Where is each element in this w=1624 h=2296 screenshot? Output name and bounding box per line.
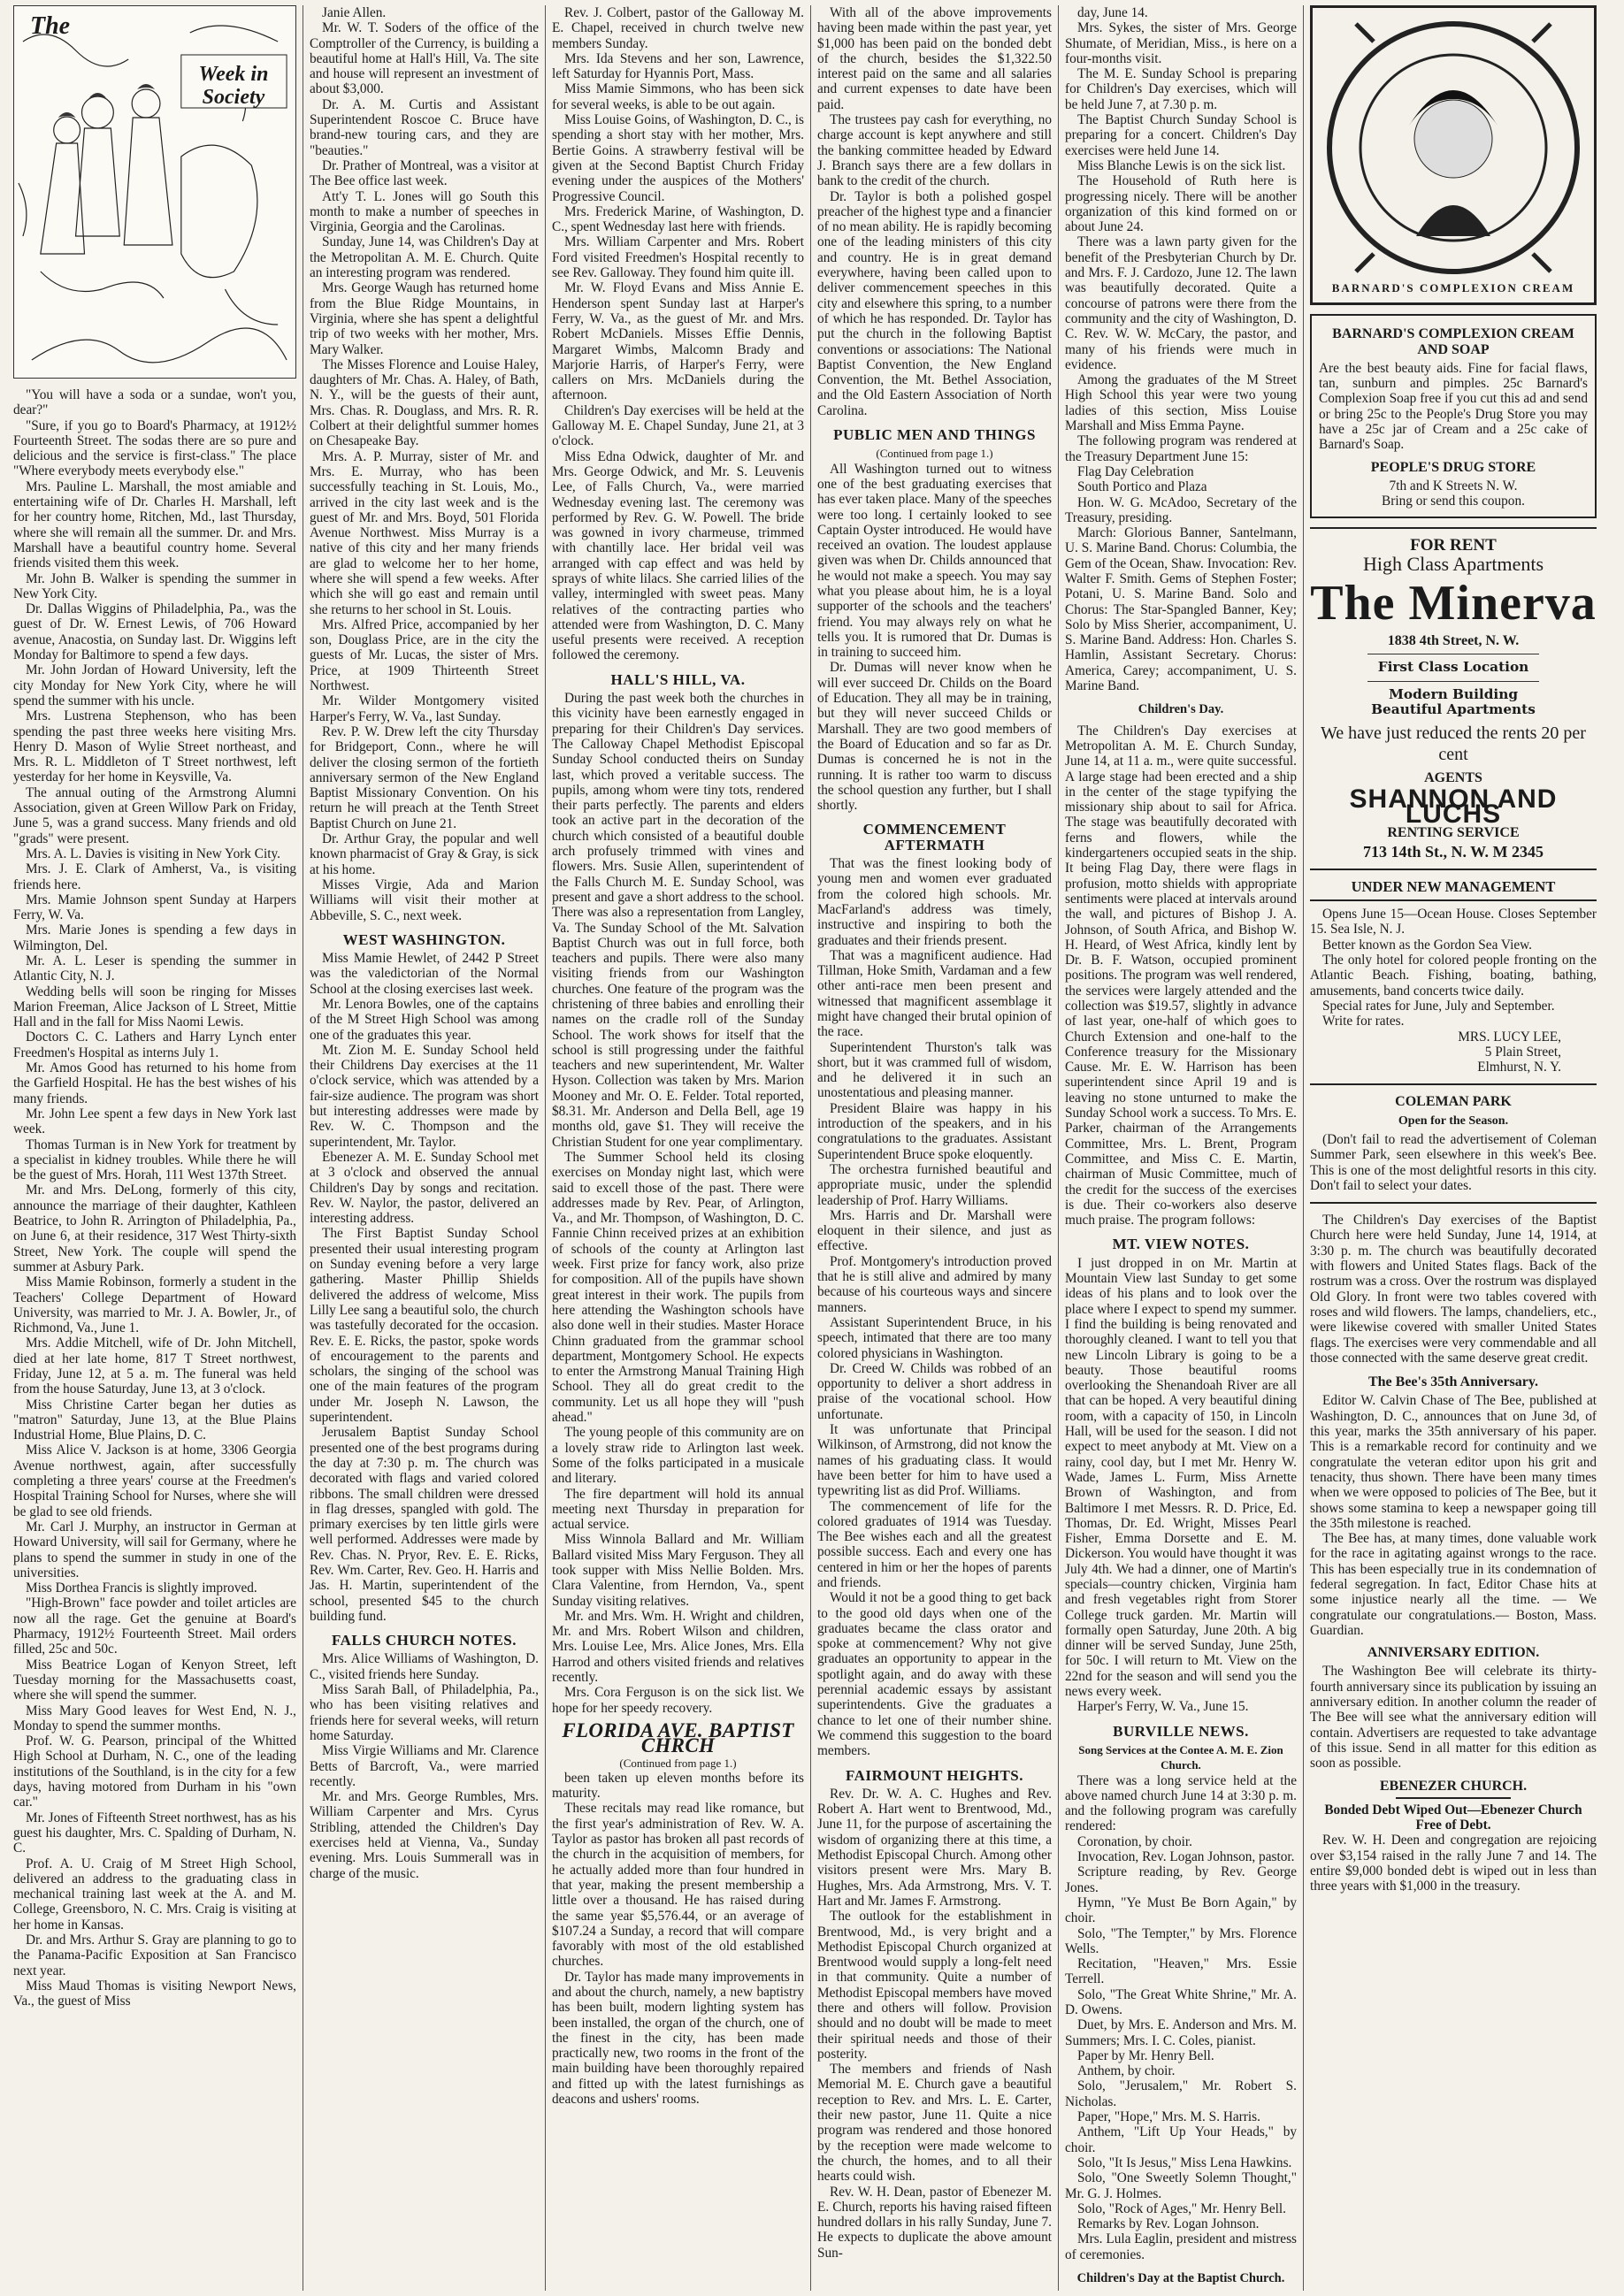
bee-anniversary-body-2: The Bee has, at many times, done valuable work for the race in agitating against wrongs to the race. This has been especially true in its condemnation of federal segregation. In fact, Editor Chase hits at some injustice nearly all the time. — We congratulate our congratulations.— Boston, Mass. Guardian.: [1310, 1531, 1597, 1638]
article-paragraph: The Children's Day exercises at Metropolitan A. M. E. Church Sunday, June 14, at 11 a. m., were quite successful. A large stage had been erected and a ship in the center of the stage typifying the missionary ship about to sail for Africa. The stage was beautifully decorated with ferns and flowers, while the kindergarteners occupied seats in the ship. It being Flag Day, there were flags in profusion, motto shields with appropriate sentiments were placed at intervals around the wall, and pictures of Bishop J. A. Johnson, of South Africa, and Bishop W. H. Heard, of West Africa, kindly lent by Dr. B. F. Watson, occupied prominent positions. The program was well rendered, the services were largely attended and the collection was $19.57, slightly in advance of last year, one-half of which goes to Church Extension and one-half to the Conference treasury for the Missionary Cause. Mr. E. W. Harrison has been superintendent since April 19 and is leaving no stone unturned to make the Sunday School work a success. To Mrs. E. Parker, chairman of the Arrangements Committee, Mrs. L. Brent, Program Committee, and Miss C. E. Martin, chairman of Music Committee, much of the credit for the success of the exercises is due. Their co-workers also deserve much praise. The program follows:: [1065, 723, 1297, 1228]
section-heading: Children's Day at the Baptist Church.: [1076, 2271, 1285, 2286]
article-paragraph: The M. E. Sunday School is preparing for Children's Day exercises, which will be held June 7, at 7.30 p. m.: [1065, 66, 1297, 112]
article-paragraph: Flag Day Celebration: [1077, 463, 1194, 479]
article-paragraph: Mrs. William Carpenter and Mrs. Robert Ford visited Freedmen's Hospital recently to see Rev. Galloway. They found him quite ill.: [552, 234, 804, 281]
article-paragraph: Mt. Zion M. E. Sunday School held their Childrens Day exercises at the 11 o'clock service, which was attended by a fair-size audience. The program was short but interesting addresses were made by Rev. W. C. Thompson and the superintendent, Mr. Taylor.: [310, 1042, 539, 1150]
section-heading: FALLS CHURCH NOTES.: [332, 1632, 517, 1649]
article-paragraph: Mrs. J. E. Clark of Amherst, Va., is visiting friends here.: [13, 861, 296, 892]
article-paragraph: Miss Edna Odwick, daughter of Mr. and Mrs. George Odwick, and Mr. S. Leuvenis Lee, of Falls Church, Va., were married Wednesday evening last. The ceremony was performed by Rev. G. W. Powell. The bride was gowned in ivory charmeuse, trimmed with chantilly lace. Her bridal veil was arranged with cap effect and was held by sprays of white lilacs. She carried lilies of the valley, intermingled with sweet peas. Many relatives of the contracting parties who attended were from Washington, D. C. Many useful presents were received. A reception followed the ceremony.: [552, 448, 804, 663]
article-paragraph: Mr. John B. Walker is spending the summer in New York City.: [13, 570, 296, 601]
article-paragraph: The Misses Florence and Louise Haley, daughters of Mr. Chas. A. Haley, of Bath, N. Y., will be the guests of their aunt, Mrs. Chas. R. Douglass, and Mrs. R. R. Colbert at their delightful summer homes on Chesapeake Bay.: [310, 356, 539, 449]
article-paragraph: Mrs. Cora Ferguson is on the sick list. We hope for her speedy recovery.: [552, 1685, 804, 1716]
rent-reduced: We have just reduced the rents 20 per cent: [1321, 723, 1586, 765]
article-paragraph: Recitation, "Heaven," Mrs. Essie Terrell.: [1065, 1956, 1297, 1987]
article-paragraph: Miss Winnola Ballard and Mr. William Ballard visited Miss Mary Ferguson. They all took supper with Miss Nellie Bolden. Mrs. Clara Valentine, from Herndon, Va., spent Sunday visiting relatives.: [552, 1532, 804, 1609]
article-paragraph: Miss Mary Good leaves for West End, N. J., Monday to spend the summer months.: [13, 1703, 296, 1733]
gordon-sea-view: Better known as the Gordon Sea View.: [1322, 937, 1532, 953]
section-subheading: Song Services at the Contee A. M. E. Zion Church.: [1078, 1742, 1283, 1772]
article-paragraph: Rev. P. W. Drew left the city Thursday for Bridgeport, Conn., where he will deliver the closing sermon of the fortieth anniversary sermon of the New England Baptist Missionary Convention. On his return he will preach at the Tenth Street Baptist Church on June 21.: [310, 723, 539, 831]
article-paragraph: Miss Dorthea Francis is slightly improved.: [26, 1580, 257, 1596]
article-paragraph: Mr. W. T. Soders of the office of the Comptroller of the Currency, is building a beautiful home at Hall's Hill, Va. The site and house will represent an investment of about $3,000.: [310, 20, 539, 97]
article-paragraph: Miss Alice V. Jackson is at home, 3306 Georgia Avenue northwest, again, after successfully completing a three years' course at the Freedmen's Hospital Training School for Nurses, where she will be glad to see old friends.: [13, 1443, 296, 1519]
article-paragraph: Miss Virgie Williams and Mr. Clarence Betts of Barcroft, Va., were married recently.: [310, 1743, 539, 1789]
article-paragraph: Solo, "One Sweetly Solemn Thought," Mr. G. J. Holmes.: [1065, 2170, 1297, 2201]
article-paragraph: Doctors C. C. Lathers and Harry Lynch enter Freedmen's Hospital as interns July 1.: [13, 1029, 296, 1060]
section-heading: PUBLIC MEN AND THINGS: [833, 426, 1036, 444]
article-paragraph: Mrs. Ida Stevens and her son, Lawrence, left Saturday for Hyannis Port, Mass.: [552, 50, 804, 82]
article-paragraph: The following program was rendered at the Treasury Department June 15:: [1065, 433, 1297, 464]
ebenezer-body: Rev. W. H. Deen and congregation are rejoicing over $3,154 raised in the rally June 7 and 14. The entire $9,000 bonded debt is wiped out in less than three years with $1,000 in the treasury.: [1310, 1833, 1597, 1894]
article-paragraph: The members and friends of Nash Memorial M. E. Church gave a beautiful reception to Rev. and Mrs. L. E. Carter, their new pastor, June 11. Quite a nice program was rendered and those honored by the reception were made welcome to the church, the homes, and to all their hearts could wish.: [817, 2062, 1052, 2185]
article-paragraph: The Baptist Church Sunday School is preparing for a concert. Children's Day exercises were held June 14.: [1065, 112, 1297, 158]
article-paragraph: The young people of this community are on a lovely straw ride to Arlington last week. Some of the folks participated in a musicale and literary.: [552, 1425, 804, 1487]
article-paragraph: Prof. W. G. Pearson, principal of the Whitted High School at Durham, N. C., one of the leading institutions of the Southland, is in the city for a few days, having motored from Durham in his "own car.": [13, 1733, 296, 1810]
article-paragraph: Thomas Turman is in New York for treatment by a specialist in kidney troubles. While there he will be the guest of Mrs. Horah, 111 West 137th Street.: [13, 1137, 296, 1183]
article-paragraph: Dr. A. M. Curtis and Assistant Superintendent Roscoe C. Bruce have brand-new touring cars, and they are "beauties.": [310, 96, 539, 158]
article-paragraph: Duet, by Mrs. E. Anderson and Mrs. M. Summers; Mrs. I. C. Coles, pianist.: [1065, 2017, 1297, 2048]
article-paragraph: Att'y T. L. Jones will go South this month to make a number of speeches in Virginia, Georgia and the Carolinas.: [310, 188, 539, 235]
society-engraving-icon: [14, 6, 295, 378]
article-paragraph: I just dropped in on Mr. Martin at Mountain View last Sunday to get some ideas of his plans and to look over the place where I expect to spend my summer. I find the building is being renovated and thoroughly cleaned. I want to tell you that new Lincoln Library is going to be a beauty. Those beautiful rooms overlooking the Shenandoah River are all that can be hoped. A very beautiful dining room, with a capacity of 150, in Lincoln Hall, will be used for the season. I did not expect to meet anybody at Mt. View on a rainy, cool day, but I met Mr. Henry W. Wade, James L. Furm, Miss Arnette Brown of Washington, and from Baltimore I met Messrs. R. D. Price, Ed. Thomas, Dr. Ed. Wright, Misses Pearl Fisher, Emma Dorsette and E. M. Dickerson. You would have thought it was July 4th. We had a dinner, one of Martin's specials—country chicken, Virginia ham and fresh vegetables right from Storer College truck garden. Mr. Martin will formally open Saturday, June 20th. A big dinner will be served Sunday, June 25th, for 50c. I will return to Mt. View on the 22nd for the season and will send you the news every week.: [1065, 1255, 1297, 1700]
article-paragraph: Dr. Dallas Wiggins of Philadelphia, Pa., was the guest of Dr. W. Ernest Lewis, of 706 Howard avenue, Anacostia, on Sunday last. Dr. Wiggins left Monday for Baltimore to spend a few days.: [13, 601, 296, 663]
article-paragraph: Janie Allen.: [322, 5, 387, 20]
section-heading: FAIRMOUNT HEIGHTS.: [845, 1766, 1024, 1784]
for-rent-heading: FOR RENT: [1410, 535, 1497, 555]
article-paragraph: Wedding bells will soon be ringing for Misses Marion Freeman, Alice Jackson of L Street, Mittie Hall and in the fall for Miss Naomi Lewis.: [13, 983, 296, 1030]
article-paragraph: been taken up eleven months before its maturity.: [552, 1770, 804, 1802]
article-paragraph: Children's Day exercises will be held at the Galloway M. E. Chapel Sunday, June 21, at 3 o'clock.: [552, 402, 804, 449]
coleman-park-heading: COLEMAN PARK: [1395, 1094, 1512, 1110]
article-paragraph: "Sure, if you go to Board's Pharmacy, at 1912½ Fourteenth Street. The sodas there are so pure and delicious and the service is first-class." The place "Where everybody meets everybody else.": [13, 417, 296, 479]
article-paragraph: Mrs. Alice Williams of Washington, D. C., visited friends here Sunday.: [310, 1651, 539, 1682]
article-paragraph: There was a lawn party given for the benefit of the Presbyterian Church by Dr. and Mrs. F. J. Cardozo, June 12. The lawn was beautifully decorated. Quite a concourse of patrons were there from the community and the city of Washington, D. C. Rev. W. W. McCary, the pastor, and many of his friends were much in evidence.: [1065, 234, 1297, 372]
article-paragraph: Harper's Ferry, W. Va., June 15.: [1077, 1699, 1249, 1715]
article-paragraph: Mrs. George Waugh has returned home from the Blue Ridge Mountains, in Virginia, where she has spent a delightful trip of two weeks with her mother, Mrs. Mary Walker.: [310, 280, 539, 357]
cameo-label: BARNARD'S COMPLEXION CREAM: [1331, 281, 1575, 295]
illustration-title-left: The: [30, 12, 71, 40]
bee-anniversary-body: Editor W. Calvin Chase of The Bee, published at Washington, D. C., announces that on June 3d, of this year, marks the 35th anniversary of his paper. This is a remarkable record for continuity and we congratulate the veteran editor upon his grit and tenacity, thus shown. There have been many times when we were opposed to policies of The Bee, but it shows some stamina to keep a newspaper going till the 35th milestone is reached.: [1310, 1393, 1597, 1531]
for-rent-subheading: High Class Apartments: [1362, 552, 1544, 575]
ad-title: BARNARD'S COMPLEXION CREAM AND SOAP: [1332, 326, 1574, 357]
article-paragraph: The commencement of life for the colored graduates of 1914 was Tuesday. The Bee wishes each and all the greatest possible success. Each and every one has centered in him or her the hopes of parents and friends.: [817, 1498, 1052, 1590]
article-paragraph: Dr. Taylor is both a polished gospel preacher of the highest type and a financier of no mean ability. He is rapidly becoming one of the leading ministers of this city and country. He is in great demand everywhere, having been called upon to deliver commencement speeches in this city and elsewhere this spring, to a number of which he has responded. Dr. Taylor has put the church in the following Baptist conventions or associations: The National Baptist Convention, the New England Convention, the Mt. Bethel Association, and the Old Eastern Association of North Carolina.: [817, 188, 1052, 418]
ocean-house-dates: Opens June 15—Ocean House. Closes September 15. Sea Isle, N. J.: [1310, 907, 1597, 938]
article-paragraph: March: Glorious Banner, Santelmann, U. S. Marine Band. Chorus: Columbia, the Gem of the Ocean, Shaw. Invocation: Rev. Walter F. Smith. Gems of Stephen Foster; Potani, U. S. Marine Band. Solo and Chorus: The Star-Spangled Banner, Key; Solo by Miss Sherier, accompaniment, U. S. Marine Band. Address: Hon. Charles S. Hamlin, Assistant Secretary. Chorus: America, Carey; accompaniment, U. S. Marine Band.: [1065, 525, 1297, 694]
article-paragraph: Anthem, "Lift Up Your Heads," by choir.: [1065, 2124, 1297, 2155]
under-new-management: UNDER NEW MANAGEMENT: [1351, 877, 1556, 895]
article-paragraph: All Washington turned out to witness one of the best graduating exercises that has ever taken place. Many of the speeches were too long. I certainly looked to see Captain Oyster introduced. He would have received an ovation. The loudest applause given was when Dr. Childs announced that he would not make a speech. You may say what you please about him, he is a loyal supporter of the schools and the teachers' friend. You may always rely on what he tells you. It is rumored that Dr. Dumas is in training to succeed him.: [817, 461, 1052, 661]
section-heading: FLORIDA AVE. BAPTIST CHRCH: [562, 1718, 794, 1757]
ad-store: PEOPLE'S DRUG STORE: [1370, 459, 1536, 475]
lee-street: 5 Plain Street,: [1484, 1044, 1561, 1060]
article-paragraph: Mrs. Addie Mitchell, wife of Dr. John Mitchell, died at her late home, 817 T Street northwest, Friday, June 12, at 5 a. m. The funeral was held from the house Saturday, June 13, at 3 o'clock.: [13, 1336, 296, 1397]
anniversary-edition-body: The Washington Bee will celebrate its thirty-fourth anniversary since its publication by issuing an anniversary edition. In another column the reader of The Bee will see what the anniversary edition will contain. Advertisers are requested to take advantage of this issue. Send in all matter for this edition as soon as possible.: [1310, 1664, 1597, 1772]
column-1: [7, 5, 303, 2291]
article-paragraph: Miss Louise Goins, of Washington, D. C., is spending a short stay with her mother, Mrs. Bertie Goins. A strawberry festival will be given at the Second Baptist Church Friday evening under the auspices of the Mothers' Progressive Council.: [552, 112, 804, 204]
article-paragraph: Rev. Dr. W. A. C. Hughes and Rev. Robert A. Hart went to Brentwood, Md., June 11, for the purpose of ascertaining the wisdom of organizing there at this time, a Methodist Episcopal Church. Among other visitors present were Mrs. Mary B. Hughes, Mrs. Ada Armstrong, Mrs. V. T. Hart and Mr. James F. Armstrong.: [817, 1786, 1052, 1909]
section-heading: HALL'S HILL, VA.: [610, 670, 746, 688]
article-paragraph: Mrs. Sykes, the sister of Mrs. George Shumate, of Meridian, Miss., is here on a four-months visit.: [1065, 20, 1297, 66]
ad-note: Bring or send this coupon.: [1382, 494, 1525, 509]
article-paragraph: The Summer School held its closing exercises on Monday night last, which were said to excell those of the past. There were addresses made by Rev. Pear, of Arlington, Va., and Mr. Thompson, of Washington, D. C. Fannie Chinn received prizes at an exhibition of schools of the county at Arlington last week. First prize for fancy work, also prize for composition. All of the pupils have shown great interest in their work. The pupils from here attending the Washington schools have also done well in their studies. Master Horace Chinn graduated from the grammar school department, Montgomery School. He expects to enter the Armstrong Manual Training High School. They all do great credit to the community. Let us all hope they will "push ahead.": [552, 1149, 804, 1426]
anniversary-edition-heading: ANNIVERSARY EDITION.: [1367, 1645, 1540, 1661]
article-paragraph: Mrs. Harris and Dr. Marshall were eloquent in their silence, and just as effective.: [817, 1207, 1052, 1254]
section-heading: WEST WASHINGTON.: [342, 930, 506, 948]
article-paragraph: Mrs. Lustrena Stephenson, who has been spending the past three weeks here visiting Mrs. Henry D. Mason of Wylie Street northeast, and Mrs. R. L. Middleton of T Street northwest, left yesterday for her home in Keysville, Va.: [13, 708, 296, 785]
article-paragraph: Coronation, by choir.: [1077, 1833, 1193, 1849]
article-paragraph: Solo, "It Is Jesus," Miss Lena Hawkins.: [1077, 2154, 1292, 2170]
modern-building: Modern Building: [1388, 685, 1519, 702]
article-paragraph: Solo, "The Great White Shrine," Mr. A. D. Owens.: [1065, 1986, 1297, 2017]
article-paragraph: "You will have a soda or a sundae, won't you, dear?": [13, 387, 296, 418]
article-paragraph: Superintendent Thurston's talk was short, but it was crammed full of wisdom, and he delivered it in such an unostentatious and pleasing manner.: [817, 1039, 1052, 1101]
column-2: [303, 5, 546, 2291]
ad-address: 7th and K Streets N. W.: [1389, 478, 1518, 494]
article-paragraph: It was unfortunate that Principal Wilkinson, of Armstrong, did not know the names of his graduating class. It would have been better for him to have used a typewriting list as did Prof. Williams.: [817, 1422, 1052, 1499]
section-heading: Children's Day.: [1138, 702, 1224, 717]
article-paragraph: Sunday, June 14, was Children's Day at the Metropolitan A. M. E. Church. Quite an interesting program was rendered.: [310, 234, 539, 281]
article-paragraph: Jerusalem Baptist Sunday School presented one of the best programs during the day at 7:30 p. m. The church was decorated with flags and varied colored ribbons. The small children were dressed in flag dresses, spangled with gold. The primary exercises by ten little girls were well performed. Addresses were made by Rev. Chas. N. Pryor, Rev. E. E. Ricks, Rev. Wm. Carter, Rev. Geo. H. Harris and Jas. H. Martin, superintendent of the school, presented $45 to the church building fund.: [310, 1425, 539, 1624]
week-in-society-illustration: [13, 5, 296, 379]
article-paragraph: Paper by Mr. Henry Bell.: [1077, 2047, 1214, 2063]
article-paragraph: The orchestra furnished beautiful and appropriate music, under the splendid leadership of Prof. Harry Williams.: [817, 1161, 1052, 1208]
article-paragraph: Rev. J. Colbert, pastor of the Galloway M. E. Chapel, received in church twelve new members Sunday.: [552, 5, 804, 51]
article-paragraph: Mr. and Mrs. DeLong, formerly of this city, announce the marriage of their daughter, Kathleen Beatrice, to John R. Arrington of Philadelphia, Pa., on June 6, at their residence, 317 West Thirty-sixth Street, New York. The couple will spend the summer at Asbury Park.: [13, 1182, 296, 1274]
children-day-baptist: The Children's Day exercises of the Baptist Church here were held Sunday, June 14, 1914, at 3:30 p. m. The church was beautifully decorated with flowers and United States flags. Back of the rostrum was a cross. Over the rostrum was displayed Old Glory. In front were two tables covered with roses and wild flowers. The lamps, chandeliers, etc., were likewise covered with smaller United States flags. The exercises were very commendable and all those connected with the same deserve great credit.: [1310, 1213, 1597, 1366]
special-rates: Special rates for June, July and September.: [1322, 998, 1555, 1014]
article-paragraph: Mr. and Mrs. Wm. H. Wright and children, Mr. and Mrs. Robert Wilson and children, Mrs. Louise Lee, Mrs. Alice Jones, Mrs. Ella Harrod and others visited friends and relatives recently.: [552, 1608, 804, 1686]
column-1-text: [13, 387, 296, 2009]
article-paragraph: The outlook for the establishment in Brentwood, Md., is very bright and a Methodist Episcopal Church organized at Brentwood would supply a long-felt need in that community. Quite a number of Methodist Episcopal members have moved there and others will follow. Provision should and no doubt will be made to meet their spiritual needs and those of their posterity.: [817, 1909, 1052, 2062]
article-paragraph: Prof. A. U. Craig of M Street High School, delivered an address to the graduating class in mechanical training last week at the A. and M. College, Greensboro, N. C. Mrs. Craig is visiting at her home in Kansas.: [13, 1856, 296, 1932]
article-paragraph: Mrs. Pauline L. Marshall, the most amiable and entertaining wife of Dr. Charles H. Marshall, left for her country home, Ritchen, Md., last Thursday, where she will remain all the summer. Dr. and Mrs. Marshall have a beautiful country home. Several friends visited them this week.: [13, 478, 296, 571]
article-paragraph: Miss Christine Carter began her duties as "matron" Saturday, June 13, at the Blue Plains Industrial Home, Blue Plains, D. C.: [13, 1397, 296, 1443]
illustration-title-right: Week in Society: [198, 63, 269, 109]
article-paragraph: Dr. and Mrs. Arthur S. Gray are planning to go to the Panama-Pacific Exposition at San Francisco next year.: [13, 1932, 296, 1978]
article-paragraph: Paper, "Hope," Mrs. M. S. Harris.: [1077, 2109, 1260, 2125]
article-paragraph: Mrs. A. P. Murray, sister of Mr. and Mrs. E. Murray, who has been successfully teaching in St. Louis, Mo., arrived in the city last week and is the guest of Mr. and Mrs. Boyd, 501 Florida Avenue Northwest. Miss Murray is a native of this city and her many friends are glad to welcome her to her home, where she will spend a few weeks. After which she will go east and remain until she returns to her school in St. Louis.: [310, 448, 539, 617]
article-paragraph: The fire department will hold its annual meeting next Thursday in preparation for actual service.: [552, 1486, 804, 1533]
column-3: [546, 5, 811, 2291]
article-paragraph: Would it not be a good thing to get back to the good old days when one of the graduates became the class orator and spoke at commencement? Why not give graduates an opportunity to appear in the spotlight again, and do away with these perennial academic essays by assistant superintendents. Give the graduates a chance to let one of their number shine. We commend this suggestion to the board members.: [817, 1590, 1052, 1759]
ebenezer-sub: Bonded Debt Wiped Out—Ebenezer Church Free of Debt.: [1324, 1802, 1582, 1833]
article-paragraph: Mr. John Jordan of Howard University, left the city Monday for New York City, where he will spend the summer with his uncle.: [13, 662, 296, 708]
column-5: [1059, 5, 1304, 2291]
article-paragraph: Mr. W. Floyd Evans and Miss Annie E. Henderson spent Sunday last at Harper's Ferry, W. Va., as the guest of Mr. and Mrs. Robert McDaniels. Misses Effie Dennis, Margaret Wimbs, Malcomn Brady and Marjorie Harris, of Harper's Ferry, were callers on Mrs. McDaniels during the afternoon.: [552, 280, 804, 403]
article-paragraph: Mr. Wilder Montgomery visited Harper's Ferry, W. Va., last Sunday.: [310, 693, 539, 724]
article-paragraph: Hymn, "Ye Must Be Born Again," by choir.: [1065, 1894, 1297, 1926]
article-paragraph: Mr. Amos Good has returned to his home from the Garfield Hospital. He has the best wishes of his many friends.: [13, 1060, 296, 1106]
article-paragraph: Miss Mamie Robinson, formerly a student in the Teachers' College Department of Howard University, was married to Mr. J. A. Bowler, Jr., of Richmond, Va., June 1.: [13, 1274, 296, 1336]
article-paragraph: Miss Beatrice Logan of Kenyon Street, left Tuesday morning for the Massachusetts coast, where she will spend the summer.: [13, 1657, 296, 1703]
minerva-address: 1838 4th Street, N. W.: [1387, 633, 1520, 649]
article-paragraph: Dr. Taylor has made many improvements in and about the church, namely, a new baptistry has been built, modern lighting system has been installed, the organ of the church, one of the finest in the city, has been made practically new, two rooms in the front of the main building have been thoroughly repaired and fitted up with the latest furnishings as deacons and ushers' rooms.: [552, 1969, 804, 2108]
renting-service: RENTING SERVICE: [1387, 825, 1520, 841]
article-paragraph: South Portico and Plaza: [1077, 479, 1207, 495]
article-paragraph: Dr. Prather of Montreal, was a visitor at The Bee office last week.: [310, 157, 539, 189]
article-paragraph: That was a magnificent audience. Had Tillman, Hoke Smith, Vardaman and a few other anti-race men been present and witnessed that magnificent assemblage it might have changed their brutal opinion of the race.: [817, 947, 1052, 1040]
article-paragraph: Dr. Creed W. Childs was robbed of an opportunity to deliver a short address in praise of the vocational school. How unfortunate.: [817, 1360, 1052, 1422]
beautiful-apartments: Beautiful Apartments: [1371, 701, 1536, 718]
article-paragraph: Mr. Lenora Bowles, one of the captains of the M Street High School was among one of the graduates this year.: [310, 997, 539, 1043]
article-paragraph: Mrs. Mamie Johnson spent Sunday at Harpers Ferry, W. Va.: [13, 892, 296, 923]
ebenezer-heading: EBENEZER CHURCH.: [1379, 1778, 1528, 1794]
barnards-coupon: [1310, 314, 1597, 517]
article-paragraph: Miss Sarah Ball, of Philadelphia, Pa., who has been visiting relatives and friends here for several weeks, will return home Saturday.: [310, 1682, 539, 1743]
article-paragraph: During the past week both the churches in this vicinity have been earnestly engaged in preparing for their Children's Day services. The Calloway Chapel Methodist Episcopal Sunday School conducted theirs on Sunday last, which proved a veritable success. The pupils, among whom were tiny tots, rendered their parts perfectly. The parents and elders took an active part in the decoration of the church which consisted of a beautiful double arch profusely trimmed with vines and flowers. Mrs. Susie Allen, superintendent of the Falls Church M. E. Sunday School, was present and gave a short address to the school. There was also a representation from Langley, Va. The Sunday School of the Mt. Salvation Baptist Church was out in full force, both teachers and pupils. There were also many visiting friends from our Washington churches. One feature of the program was the christening of three babies and enrolling their names on the cradle roll of the Sunday School. The work shows for itself that the school is still progressing under the faithful teachers and new superintendent, Mr. Walter Hyson. Collection was taken by Mrs. Marion Mooney and Mr. O. E. Felder. Total reported, $8.31. Mr. Anderson and Della Bell, age 19 months old, gave $1. They will receive the Christian Student for one year complimentary.: [552, 691, 804, 1150]
article-paragraph: There was a long service held at the above named church June 14 at 3:30 p. m. and the following program was carefully rendered:: [1065, 1772, 1297, 1834]
article-paragraph: Mr. A. L. Leser is spending the summer in Atlantic City, N. J.: [13, 953, 296, 984]
section-heading: COMMENCEMENT AFTERMATH: [862, 821, 1007, 853]
article-paragraph: With all of the above improvements having been made within the past year, yet $1,000 has been paid on the bonded debt of the church, besides the $1,322.50 interest paid on the same and all salaries and current expenses to date have been paid.: [817, 5, 1052, 112]
article-paragraph: Mrs. Lula Eaglin, president and mistress of ceremonies.: [1065, 2231, 1297, 2262]
article-paragraph: That was the finest looking body of young men and women ever graduated from the colored high schools. Mr. MacFarland's address was timely, instructive and inspiring to both the graduates and their friends present.: [817, 856, 1052, 948]
renting-address: 713 14th St., N. W. M 2345: [1362, 842, 1544, 861]
article-paragraph: Invocation, Rev. Logan Johnson, pastor.: [1077, 1849, 1295, 1865]
article-paragraph: Dr. Arthur Gray, the popular and well known pharmacist of Gray & Gray, is sick at his home.: [310, 831, 539, 877]
article-paragraph: These recitals may read like romance, but the first year's administration of Rev. W. A. Taylor as pastor has broken all past records of the church in the acquisition of members, for he actually added more than four hundred in that year, making the present membership a little over a thousand. He has raised during the same year $5,576.44, or an average of $107.24 a Sunday, a record that will compare favorably with most of the old established churches.: [552, 1801, 804, 1970]
article-paragraph: Prof. Montgomery's introduction proved that he is still alive and admired by many because of his courteous ways and sincere manners.: [817, 1253, 1052, 1315]
column-4: [811, 5, 1059, 2291]
section-subheading: (Continued from page 1.): [876, 447, 993, 461]
article-paragraph: The First Baptist Sunday School presented their usual interesting program on Sunday evening before a very large gathering. Master Phillip Shields delivered the address of welcome, Miss Lilly Lee sang a beautiful solo, the church was tastefully decorated for the occasion. Rev. E. E. Ricks, the pastor, spoke words of encouragement to the parents and scholars, the singing of the school was one of the main features of the program under Mr. Joseph N. Lawson, the superintendent.: [310, 1226, 539, 1426]
article-paragraph: Mrs. Marie Jones is spending a few days in Wilmington, Del.: [13, 922, 296, 953]
article-paragraph: The annual outing of the Armstrong Alumni Association, given at Green Willow Park on Friday, June 5, was a grand success. Many friends and old "grads" were present.: [13, 784, 296, 846]
section-heading: BURVILLE NEWS.: [1113, 1722, 1249, 1740]
article-paragraph: Mr. and Mrs. George Rumbles, Mrs. William Carpenter and Mrs. Cyrus Stribling, attended the Children's Day exercises held at Vienna, Va., Sunday evening. Mrs. Louis Summerall was in charge of the music.: [310, 1789, 539, 1881]
barnards-ad: [1310, 5, 1597, 305]
article-paragraph: Mr. John Lee spent a few days in New York last week.: [13, 1106, 296, 1137]
article-paragraph: Solo, "The Tempter," by Mrs. Florence Wells.: [1065, 1925, 1297, 1956]
cameo-portrait-icon: [1320, 15, 1587, 280]
article-paragraph: Scripture reading, by Rev. George Jones.: [1065, 1864, 1297, 1895]
article-paragraph: Remarks by Rev. Logan Johnson.: [1077, 2216, 1260, 2232]
article-paragraph: Miss Mamie Simmons, who has been sick for several weeks, is able to be out again.: [552, 81, 804, 112]
article-paragraph: Assistant Superintendent Bruce, in his speech, intimated that there are too many colored physicians in Washington.: [817, 1314, 1052, 1361]
ad-body: Are the best beauty aids. Fine for facial flaws, tan, sunburn and pimples. 25c Barnard's Complexion Soap free if you cut this ad and send or bring 25c to the People's Drug Store you may have a 25c jar of Cream and a 25c cake of Barnard's Soap.: [1319, 360, 1588, 453]
article-paragraph: The Household of Ruth here is progressing nicely. There will be another organization of this kind formed on or about June 24.: [1065, 173, 1297, 235]
article-paragraph: Mr. Jones of Fifteenth Street northwest, has as his guest his daughter, Mrs. C. Spalding of Durham, N. C.: [13, 1810, 296, 1856]
article-paragraph: Mrs. Alfred Price, accompanied by her son, Douglass Price, are in the city the guests of Mr. Lucas, the sister of Mrs. Price, at 1909 Thirteenth Street Northwest.: [310, 616, 539, 694]
article-paragraph: Mr. Carl J. Murphy, an instructor in German at Howard University, will sail for Germany, where he plans to spend the summer in study in one of the universities.: [13, 1519, 296, 1580]
article-paragraph: Miss Maud Thomas is visiting Newport News, Va., the guest of Miss: [13, 1978, 296, 2009]
section-subheading: (Continued from page 1.): [619, 1756, 737, 1770]
article-paragraph: Solo, "Rock of Ages," Mr. Henry Bell.: [1077, 2200, 1286, 2216]
article-paragraph: Miss Mamie Hewlet, of 2442 P Street was the valedictorian of the Normal School at the closing exercises last week.: [310, 951, 539, 997]
coleman-park-body: (Don't fail to read the advertisement of Coleman Summer Park, seen elsewhere in this week's Bee. This is one of the most delightful resorts in this city. Don't fail to select your dates.: [1310, 1131, 1597, 1193]
article-paragraph: Anthem, by choir.: [1077, 2063, 1176, 2079]
lee-city: Elmhurst, N. Y.: [1477, 1060, 1561, 1075]
article-paragraph: Misses Virgie, Ada and Marion Williams will visit their mother at Abbeville, S. C., next week.: [310, 876, 539, 923]
coleman-park-sub: Open for the Season.: [1398, 1114, 1509, 1128]
agents-label: AGENTS: [1424, 770, 1482, 786]
article-paragraph: Mrs. Frederick Marine, of Washington, D. C., spent Wednesday last here with friends.: [552, 203, 804, 235]
section-heading: MT. VIEW NOTES.: [1112, 1236, 1250, 1253]
article-paragraph: Solo, "Jerusalem," Mr. Robert S. Nicholas.: [1065, 2078, 1297, 2109]
article-paragraph: day, June 14.: [1077, 5, 1148, 20]
column-6-ads: [1304, 5, 1603, 2291]
only-hotel: The only hotel for colored people fronting on the Atlantic Beach. Fishing, boating, bathing, amusements, band concerts twice daily.: [1310, 953, 1597, 999]
article-paragraph: Miss Blanche Lewis is on the sick list.: [1077, 157, 1286, 173]
article-paragraph: Among the graduates of the M Street High School this year were two young ladies of this section, Miss Louise Marshall and Miss Emma Payne.: [1065, 372, 1297, 434]
lucy-lee-address: [1310, 1029, 1561, 1075]
bee-anniversary-heading: The Bee's 35th Anniversary.: [1367, 1374, 1538, 1390]
article-paragraph: Ebenezer A. M. E. Sunday School met at 3 o'clock and observed the annual Children's Day by songs and recitation. Rev. W. Naylor, the pastor, delivered an interesting address.: [310, 1149, 539, 1227]
article-paragraph: President Blaire was happy in his introduction of the speakers, and in his congratulations to the graduates. Assistant Superintendent Bruce spoke eloquently.: [817, 1100, 1052, 1162]
write-for-rates: Write for rates.: [1322, 1014, 1405, 1029]
article-paragraph: Rev. W. H. Dean, pastor of Ebenezer M. E. Church, reports his having raised fifteen hundred dollars in his rally Sunday, June 7. He expects to duplicate the above amount Sun-: [817, 2184, 1052, 2261]
first-class-location: First Class Location: [1377, 659, 1529, 676]
ocean-house-text: [1310, 907, 1597, 1029]
article-paragraph: Dr. Dumas will never know when he will ever succeed Dr. Childs on the Board of Education. They all may be in training, but they will never succeed Childs or Marshall. They are two good members of the Board of Education and so far as Dr. Dumas is concerned he is not in the running. It is rather too warm to discuss the school question any further, but I shall shortly.: [817, 660, 1052, 814]
lee-name: MRS. LUCY LEE,: [1458, 1029, 1561, 1045]
article-paragraph: The trustees pay cash for everything, no charge account is kept anywhere and still the banking committee headed by Edward J. Branch says there are a few dollars in bank to the credit of the church.: [817, 112, 1052, 189]
shannon-luchs: SHANNON AND LUCHS: [1349, 784, 1558, 829]
article-paragraph: "High-Brown" face powder and toilet articles are now all the rage. Get the genuine at Board's Pharmacy, 1912½ Fourteenth Street. Mail orders filled, 25c and 50c.: [13, 1596, 296, 1657]
article-paragraph: Hon. W. G. McAdoo, Secretary of the Treasury, presiding.: [1065, 494, 1297, 525]
minerva-title: The Minerva: [1310, 576, 1597, 631]
article-paragraph: Mrs. A. L. Davies is visiting in New York City.: [26, 846, 280, 861]
